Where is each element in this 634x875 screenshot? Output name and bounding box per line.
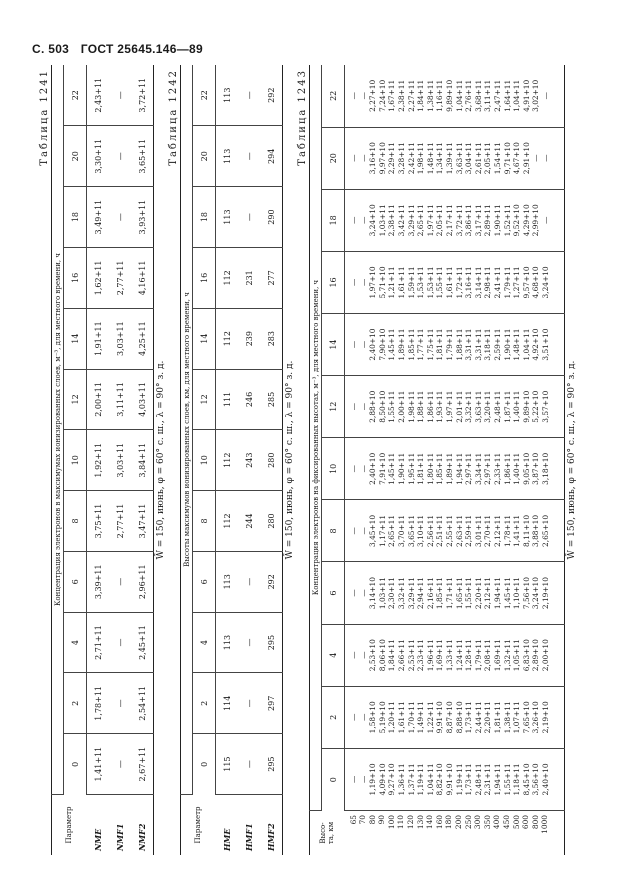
value-cell: 280 <box>260 491 283 552</box>
hour-header: 18 <box>193 187 216 248</box>
value-cell: 292 <box>260 551 283 612</box>
value-cell: 295 <box>260 734 283 795</box>
value-cell: 294 <box>260 126 283 187</box>
altitude-header: Высо- та, км <box>319 821 336 845</box>
hour-header: 6 <box>193 551 216 612</box>
hour-header: 6 <box>322 562 345 624</box>
value-column: — — 2,40+10 7,90+10 1,45+11 1,89+11 1,85+11 1,77+11 1,75+11 1,81+11 1,79+11 1,88+11 3,31+11 3,31+11 3,18+11 2,59+11 1,90+11 1,48+11 1,04+11 4,92+10 3,51+10 <box>345 314 565 376</box>
table-1242-caption: W̄ = 150, июнь, φ = 60° с. ш., λ = 90° з. д. <box>285 360 295 560</box>
hour-header: 0 <box>193 734 216 795</box>
value-cell: 2,45+11 <box>131 612 154 673</box>
value-column: — — 3,45+10 1,17+11 2,65+11 3,70+11 3,65+11 3,10+11 2,56+11 2,51+11 2,55+11 2,63+11 2,59+11 3,01+11 2,70+11 2,12+11 1,78+11 1,41+11 8,11+10 3,88+10 2,65+10 <box>345 500 565 562</box>
value-cell: 111 <box>216 369 239 430</box>
value-cell: 4,03+11 <box>131 369 154 430</box>
hour-header: 6 <box>64 551 87 612</box>
param-cell: HMF1 <box>244 823 254 851</box>
value-cell: 3,03+11 <box>109 308 131 369</box>
hour-header: 8 <box>64 491 87 552</box>
value-column: — — 2,40+10 7,91+10 1,45+11 1,90+11 1,95+11 1,81+11 1,80+11 1,85+11 1,89+11 1,94+11 2,97+11 3,34+11 2,97+11 2,33+11 1,86+11 1,40+11 9,05+10 3,87+10 3,18+10 <box>345 438 565 500</box>
value-cell: 3,47+11 <box>131 491 154 552</box>
value-cell: — <box>109 673 131 734</box>
value-cell: 297 <box>260 673 283 734</box>
hour-header: 20 <box>193 126 216 187</box>
value-cell: 2,96+11 <box>131 551 154 612</box>
value-cell: 2,43+11 <box>87 65 110 126</box>
table-row <box>109 65 131 855</box>
page-header <box>32 42 211 56</box>
value-cell: 2,77+11 <box>109 247 131 308</box>
hour-header: 4 <box>322 624 345 686</box>
value-cell: 283 <box>260 308 283 369</box>
value-cell: 113 <box>216 551 239 612</box>
value-cell: 243 <box>238 430 260 491</box>
param-cell: HME <box>221 828 232 851</box>
value-cell: — <box>109 734 131 795</box>
value-cell: 3,84+11 <box>131 430 154 491</box>
value-cell: 2,77+11 <box>109 491 131 552</box>
value-column: — — 2,27+10 7,24+10 1,67+11 2,38+11 2,27+11 1,84+11 1,38+11 1,16+11 9,89+10 1,04+11 2,76+11 3,68+11 3,11+11 2,47+11 1,64+11 1,04+11 4,91+10 3,02+10 — <box>345 65 565 127</box>
value-cell: 113 <box>216 612 239 673</box>
table-1243-caption: W̄ = 150, июнь, φ = 60° с. ш., λ = 90° з. д. <box>567 360 577 560</box>
param-cell: HMF2 <box>266 823 276 851</box>
value-cell: 1,41+11 <box>87 734 110 795</box>
value-cell: — <box>109 612 131 673</box>
value-cell: 3,72+11 <box>131 65 154 126</box>
rotated-content <box>37 65 597 855</box>
value-cell: 280 <box>260 430 283 491</box>
value-cell: 113 <box>216 126 239 187</box>
hour-header: 10 <box>64 430 87 491</box>
hour-header: 18 <box>322 189 345 251</box>
hour-header: 16 <box>64 247 87 308</box>
hour-header: 0 <box>64 734 87 795</box>
table-1243-label: Таблица 1243 <box>297 69 308 166</box>
value-cell: 277 <box>260 247 283 308</box>
hour-header: 2 <box>64 673 87 734</box>
hour-header: 20 <box>322 127 345 189</box>
value-cell: 115 <box>216 734 239 795</box>
value-cell: — <box>109 187 131 248</box>
value-cell: 285 <box>260 369 283 430</box>
value-cell: 4,16+11 <box>131 247 154 308</box>
value-cell: 3,30+11 <box>87 126 110 187</box>
value-cell: 1,91+11 <box>87 308 110 369</box>
value-cell: 112 <box>216 247 239 308</box>
hour-header: 22 <box>64 65 87 126</box>
value-cell: 2,54+11 <box>131 673 154 734</box>
value-cell: 2,00+11 <box>87 369 110 430</box>
value-cell: 290 <box>260 187 283 248</box>
hour-header: 2 <box>322 686 345 748</box>
hour-header: 16 <box>322 251 345 313</box>
table-1243 <box>309 65 565 855</box>
value-cell: — <box>238 126 260 187</box>
value-cell: — <box>109 551 131 612</box>
value-cell: 2,67+11 <box>131 734 154 795</box>
altitude-column: 65 70 80 90 100 110 120 130 140 160 180 200 250 300 350 400 450 500 600 800 1000 <box>348 815 550 834</box>
value-column: — — 1,58+10 5,19+10 1,20+11 1,61+11 1,70+11 1,49+11 1,22+11 9,91+10 8,87+10 8,88+10 1,73+11 2,44+11 2,20+11 1,81+11 1,38+11 1,07+11 7,65+10 3,26+10 2,19+10 <box>345 686 565 748</box>
value-cell: 3,03+11 <box>109 430 131 491</box>
table-1241 <box>51 65 154 855</box>
hour-header: 20 <box>64 126 87 187</box>
value-cell: 112 <box>216 491 239 552</box>
value-cell: 113 <box>216 187 239 248</box>
table-row <box>216 65 239 855</box>
table-1242-subheader: Высоты максимумов ионизированных слоев, км, для местного времени, ч <box>181 65 193 795</box>
value-cell: 4,25+11 <box>131 308 154 369</box>
table-1241-label: Таблица 1241 <box>39 69 50 166</box>
value-cell: — <box>238 187 260 248</box>
value-cell: 1,78+11 <box>87 673 110 734</box>
value-column: — — 1,19+10 4,09+10 9,27+10 1,36+11 1,37+11 1,19+11 1,04+11 8,82+10 9,91+10 1,19+11 1,73+11 2,48+11 2,31+11 1,94+11 1,55+11 1,18+11 8,45+10 3,56+10 2,40+10 <box>345 748 565 810</box>
hour-header: 8 <box>193 491 216 552</box>
hour-header: 18 <box>64 187 87 248</box>
hour-header: 2 <box>193 673 216 734</box>
param-cell: NMF1 <box>115 823 125 851</box>
value-cell: 3,75+11 <box>87 491 110 552</box>
value-cell: — <box>238 551 260 612</box>
hour-header: 4 <box>64 612 87 673</box>
param-cell: NMF2 <box>137 823 147 851</box>
param-cell: NME <box>92 828 103 851</box>
hour-header: 0 <box>322 748 345 810</box>
value-column: — — 3,24+10 1,03+11 2,38+11 3,42+11 3,29+11 2,65+11 1,97+11 2,05+11 2,17+11 3,72+11 3,86+11 3,17+11 2,89+11 1,90+11 1,52+11 9,52+10 4,29+10 2,99+10 — <box>345 189 565 251</box>
hour-header: 14 <box>193 308 216 369</box>
value-cell: — <box>109 126 131 187</box>
value-cell: 1,92+11 <box>87 430 110 491</box>
hour-header: 12 <box>193 369 216 430</box>
value-cell: — <box>109 65 131 126</box>
hour-header: 22 <box>322 65 345 127</box>
table-1241-caption: W̄ = 150, июнь, φ = 60° с. ш., λ = 90° з. д. <box>156 360 166 560</box>
value-cell: 295 <box>260 612 283 673</box>
hour-header: 10 <box>193 430 216 491</box>
hour-header: 12 <box>322 376 345 438</box>
value-cell: 244 <box>238 491 260 552</box>
hour-header: 22 <box>193 65 216 126</box>
page-number: С. 503 <box>32 42 70 56</box>
table-1242-label: Таблица 1242 <box>168 69 179 166</box>
hour-header: 12 <box>64 369 87 430</box>
value-column: — — 2,53+10 8,06+10 1,84+11 2,66+11 2,53+11 2,33+11 1,96+11 1,69+11 1,33+11 1,24+11 1,28+11 1,79+11 2,08+11 1,69+11 1,32+11 1,05+11 6,83+10 2,89+10 2,00+10 <box>345 624 565 686</box>
value-cell: — <box>238 734 260 795</box>
table-1243-subheader: Концентрация электронов на фиксированных высотах, м⁻³, для местного времени, ч <box>310 65 322 811</box>
hour-header: 16 <box>193 247 216 308</box>
value-column: — — 3,16+10 9,97+10 2,29+11 3,28+11 2,42+11 1,98+11 1,48+11 1,34+11 1,39+11 3,63+11 3,04+11 2,61+11 2,05+11 1,54+11 9,71+10 4,67+10 2,91+10 — — <box>345 127 565 189</box>
value-cell: 1,62+11 <box>87 247 110 308</box>
value-cell: 3,65+11 <box>131 126 154 187</box>
value-column: — — 3,14+10 1,03+11 2,30+11 3,32+11 3,29+11 2,94+11 2,16+11 1,85+11 1,71+11 1,65+11 1,55+11 2,20+11 2,12+11 1,94+11 1,45+11 1,10+11 7,56+10 3,24+10 2,19+10 <box>345 562 565 624</box>
table-row <box>260 65 283 855</box>
value-cell: — <box>238 612 260 673</box>
value-cell: 112 <box>216 430 239 491</box>
value-column: — — 2,88+10 8,50+10 1,55+11 2,00+11 1,98+11 1,88+11 1,86+11 1,93+11 1,97+11 2,01+11 3,32+11 3,63+11 3,20+11 2,48+11 1,87+11 1,40+11 9,89+10 5,22+10 3,57+10 <box>345 376 565 438</box>
hour-header: 4 <box>193 612 216 673</box>
value-cell: 231 <box>238 247 260 308</box>
value-cell: 112 <box>216 308 239 369</box>
param-header: Параметр <box>65 806 74 844</box>
value-cell: 2,71+11 <box>87 612 110 673</box>
hour-header: 10 <box>322 438 345 500</box>
value-cell: — <box>238 673 260 734</box>
value-cell: 3,11+11 <box>109 369 131 430</box>
hour-header: 8 <box>322 500 345 562</box>
document-title: ГОСТ 25645.146—89 <box>80 42 203 56</box>
hour-header: 14 <box>64 308 87 369</box>
value-cell: 3,39+11 <box>87 551 110 612</box>
value-cell: — <box>238 65 260 126</box>
table-row <box>131 65 154 855</box>
param-header: Параметр <box>194 806 203 844</box>
value-cell: 239 <box>238 308 260 369</box>
value-cell: 292 <box>260 65 283 126</box>
table-1241-subheader: Концентрация электронов в максимумах ионизированных слоев, м⁻³, для местного времени, ч <box>52 65 64 795</box>
table-row <box>87 65 110 855</box>
value-cell: 113 <box>216 65 239 126</box>
value-cell: 3,49+11 <box>87 187 110 248</box>
hour-header: 14 <box>322 314 345 376</box>
table-row <box>238 65 260 855</box>
value-cell: 246 <box>238 369 260 430</box>
value-cell: 3,93+11 <box>131 187 154 248</box>
table-1242 <box>180 65 283 855</box>
value-column: — — 1,97+10 5,71+10 1,21+11 1,61+11 1,59+11 1,53+11 1,53+11 1,55+11 1,61+11 1,72+11 3,16+11 3,14+11 2,98+11 2,41+11 1,79+11 1,27+11 9,57+10 4,68+10 3,24+10 <box>345 251 565 313</box>
value-cell: 114 <box>216 673 239 734</box>
